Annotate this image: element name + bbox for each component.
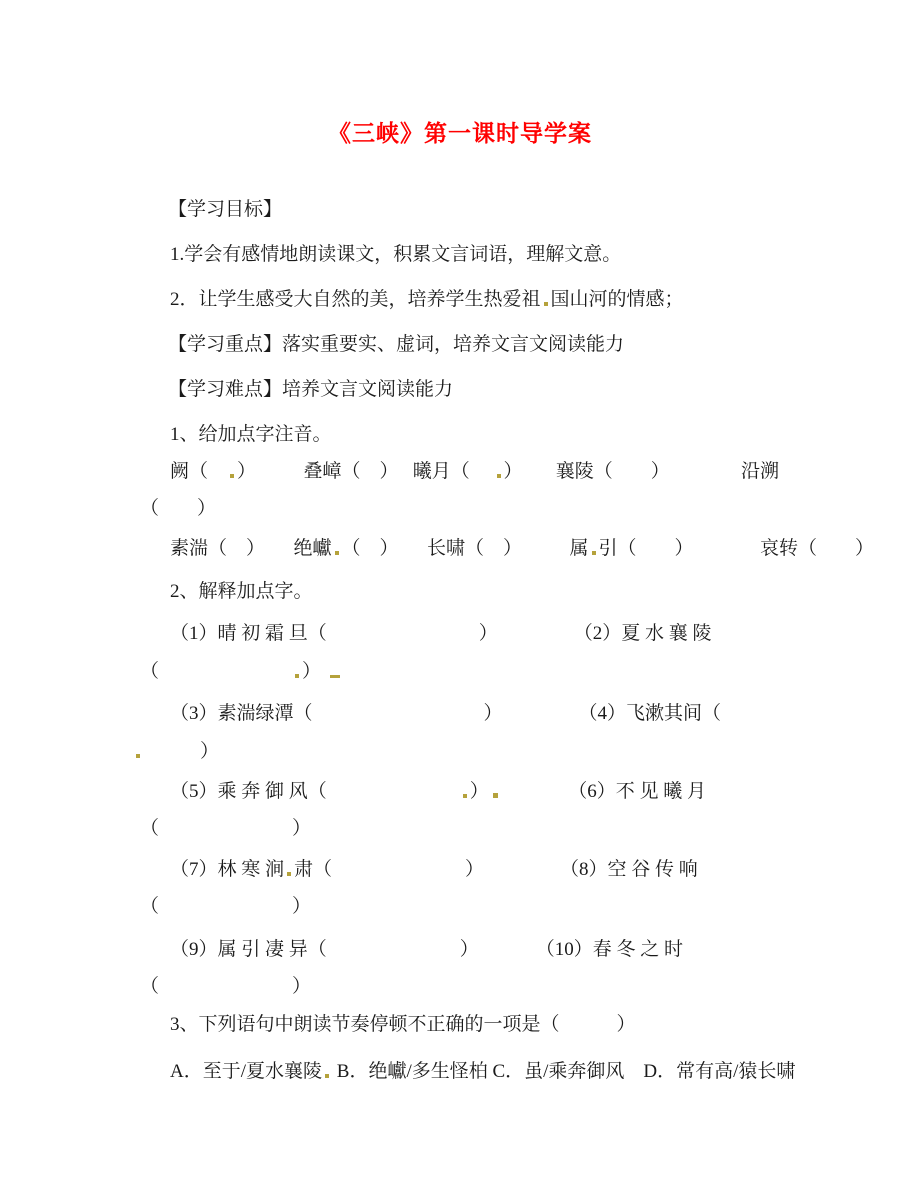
explain-item-3 bbox=[170, 779, 706, 805]
question-3-options-b: B．绝巘/多生怪柏 C．虽/乘奔御风 D．常有高/猿长啸 bbox=[332, 1061, 796, 1082]
objectives-heading-text: 【学习目标】 bbox=[168, 199, 283, 220]
emphasis-dot bbox=[592, 551, 596, 555]
explain-item-5 bbox=[170, 937, 683, 963]
pinyin-row-1-b: ） 叠嶂（ ） 曦月（ bbox=[237, 461, 494, 482]
key-points-line bbox=[168, 332, 624, 358]
explain-item-5-wrap-text: （ ） bbox=[140, 976, 312, 997]
objective-2-text-a: 2．让学生感受大自然的美，培养学生热爱祖 bbox=[170, 289, 541, 310]
explain-item-3-b: ） bbox=[469, 781, 489, 802]
emphasis-dot bbox=[335, 551, 339, 555]
emphasis-dot bbox=[325, 1074, 329, 1078]
pinyin-row-2-a: 素湍（ ） 绝巘 bbox=[170, 538, 332, 559]
emphasis-dot bbox=[544, 302, 548, 306]
question-3-options bbox=[170, 1059, 795, 1085]
pinyin-row-2-b: （ ） 长啸（ ） 属 bbox=[341, 538, 589, 559]
explain-item-3-c: （6）不 见 曦 月 bbox=[501, 781, 707, 802]
objective-2-text-b: 国山河的情感； bbox=[550, 289, 684, 310]
emphasis-dash bbox=[330, 675, 340, 678]
objective-2 bbox=[170, 287, 684, 313]
question-2-prompt bbox=[170, 579, 313, 605]
explain-item-4-wrap bbox=[140, 894, 311, 920]
pinyin-row-2 bbox=[170, 536, 874, 562]
emphasis-dot bbox=[463, 794, 467, 798]
explain-item-2 bbox=[170, 701, 721, 727]
explain-item-1-text: （1）晴 初 霜 旦（ ） （2）夏 水 襄 陵 bbox=[170, 623, 712, 644]
emphasis-dot bbox=[230, 474, 234, 478]
explain-item-3-a: （5）乘 奔 御 风（ bbox=[170, 781, 460, 802]
explain-item-3-wrap bbox=[140, 816, 311, 842]
emphasis-dot bbox=[136, 754, 140, 758]
emphasis-dot bbox=[493, 793, 498, 798]
explain-item-4-b: 肃（ ） （8）空 谷 传 响 bbox=[294, 859, 698, 880]
pinyin-row-1-a: 阙（ bbox=[170, 461, 228, 482]
explain-item-2-wrap-text: ） bbox=[143, 741, 220, 762]
pinyin-row-1-wrap-text: （ ） bbox=[140, 498, 217, 519]
question-3-prompt bbox=[170, 1012, 636, 1038]
question-1-prompt bbox=[170, 422, 332, 448]
explain-item-4-wrap-text: （ ） bbox=[140, 896, 312, 917]
pinyin-row-2-c: 引（ ） 哀转（ ） bbox=[598, 538, 875, 559]
difficulty-line bbox=[168, 377, 453, 403]
explain-item-3-wrap-text: （ ） bbox=[140, 818, 312, 839]
pinyin-row-1-wrap bbox=[140, 496, 216, 522]
explain-item-1-wrap bbox=[140, 659, 340, 685]
explain-item-5-text: （9）属 引 凄 异（ ） （10）春 冬 之 时 bbox=[170, 939, 684, 960]
question-3-options-a: A．至于/夏水襄陵 bbox=[170, 1061, 323, 1082]
objective-1-text: 1.学会有感情地朗读课文，积累文言词语，理解文意。 bbox=[170, 244, 622, 265]
question-1-prompt-text: 1、给加点字注音。 bbox=[170, 424, 332, 445]
emphasis-dot bbox=[497, 474, 501, 478]
emphasis-dot bbox=[295, 674, 299, 678]
explain-item-1 bbox=[170, 621, 712, 647]
objective-1 bbox=[170, 242, 621, 268]
question-3-prompt-text: 3、下列语句中朗读节奏停顿不正确的一项是（ ） bbox=[170, 1014, 636, 1035]
question-2-prompt-text: 2、解释加点字。 bbox=[170, 581, 313, 602]
explain-item-2-wrap bbox=[133, 739, 219, 765]
objectives-heading bbox=[168, 197, 282, 223]
emphasis-dot bbox=[287, 872, 291, 876]
explain-item-4 bbox=[170, 857, 698, 883]
explain-item-1-wrap-b: ） bbox=[302, 661, 322, 682]
pinyin-row-1-c: ） 襄陵（ ） 沿溯 bbox=[503, 461, 780, 482]
explain-item-4-a: （7）林 寒 涧 bbox=[170, 859, 285, 880]
page-title: 《三峡》第一课时导学案 bbox=[328, 121, 592, 146]
key-points-text: 【学习重点】落实重要实、虚词，培养文言文阅读能力 bbox=[168, 334, 625, 355]
explain-item-5-wrap bbox=[140, 974, 311, 1000]
pinyin-row-1 bbox=[170, 459, 779, 485]
explain-item-1-wrap-a: （ bbox=[140, 661, 293, 682]
explain-item-2-text: （3）素湍绿潭（ ） （4）飞漱其间（ bbox=[170, 703, 722, 724]
difficulty-text: 【学习难点】培养文言文阅读能力 bbox=[168, 379, 454, 400]
